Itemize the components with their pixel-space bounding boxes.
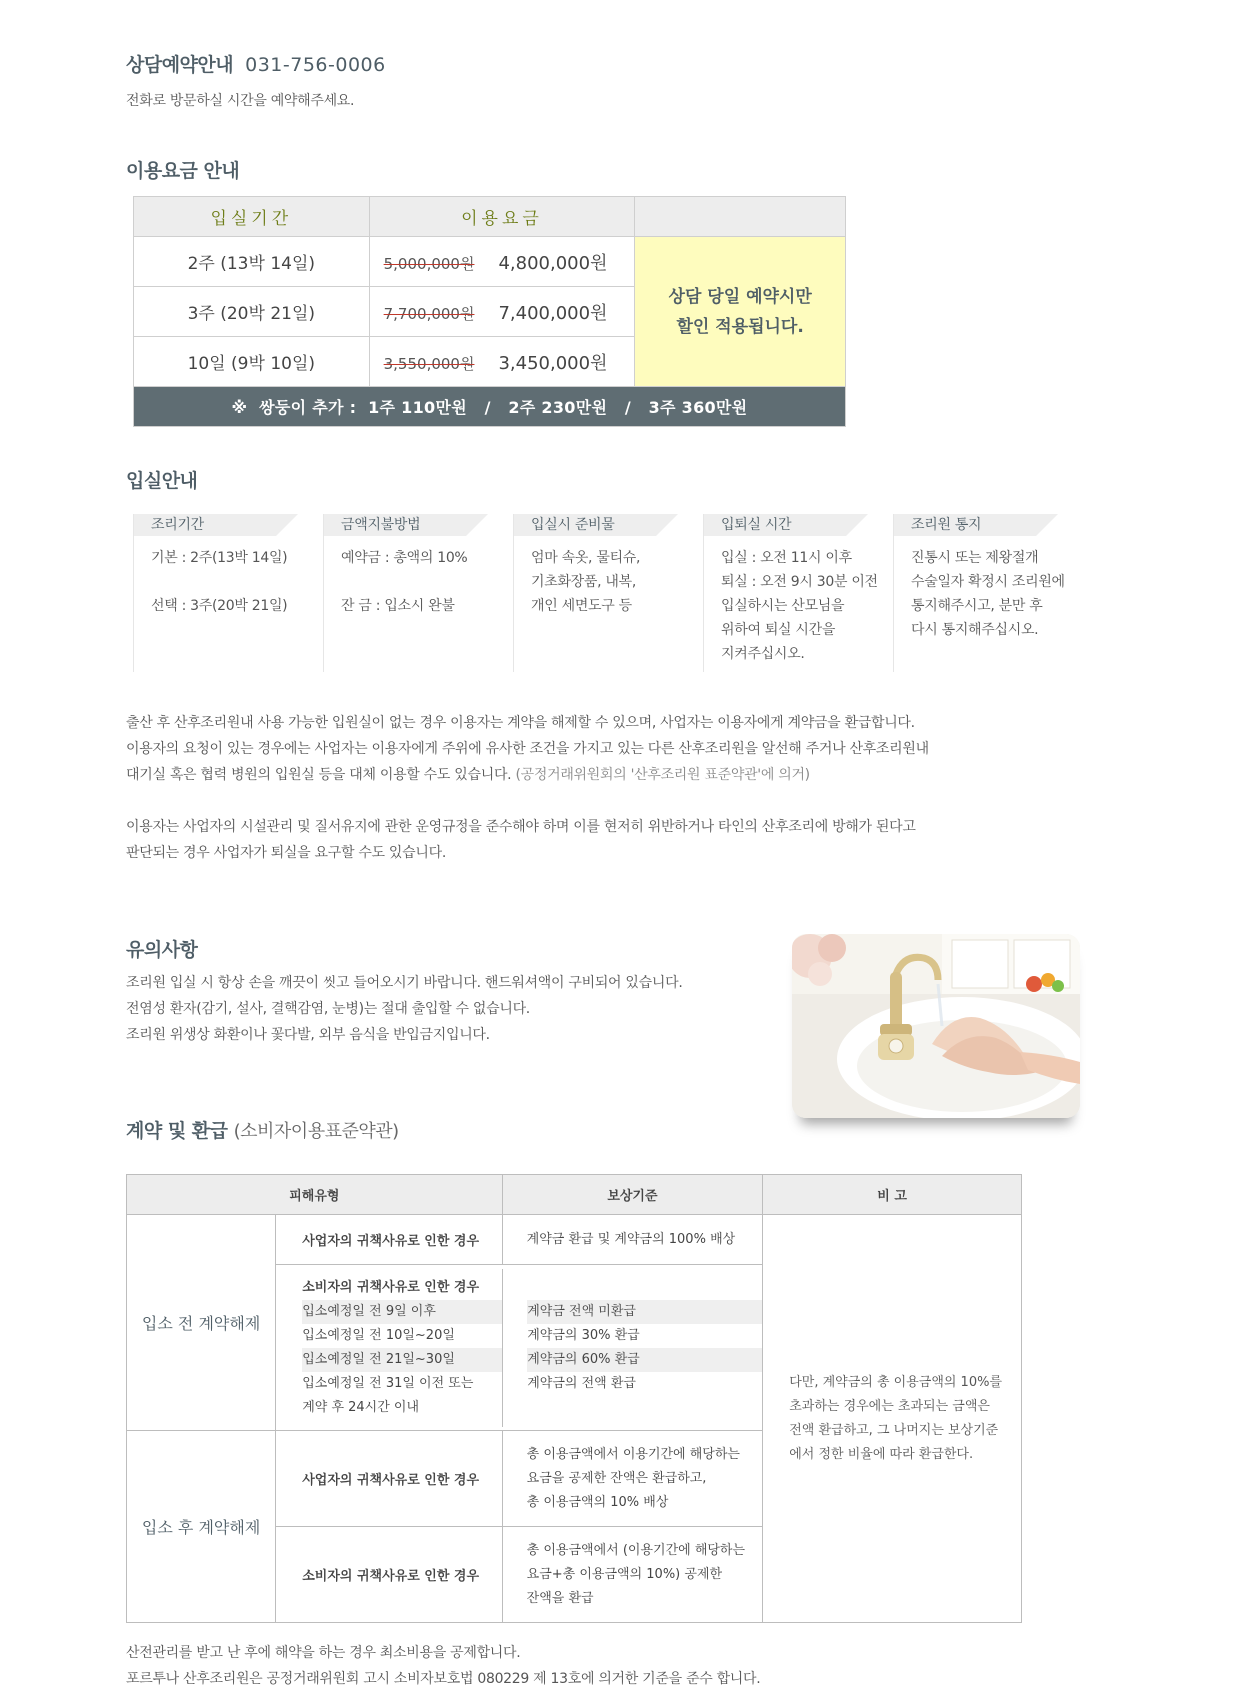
caution-item: 조리원 위생상 화환이나 꽃다발, 외부 음식을 반입금지입니다. [126,1027,490,1043]
entry-col-payment [323,514,513,672]
handwash-photo [792,934,1080,1118]
consult-title [126,50,386,77]
fee-header-period: 입실기간 [134,197,370,237]
entry-col-body: 입실 : 오전 11시 이후 퇴실 : 오전 9시 30분 이전 입실하시는 산모님을 위하여 퇴실 시간을 지켜주십시오. [721,550,878,662]
fee-period: 10일 (9박 10일) [134,337,370,387]
fee-table [133,196,846,427]
table-row [127,1215,1022,1265]
fee-old-price: 7,700,000원 [383,304,475,323]
entry-paragraph-2: 이용자는 사업자의 시설관리 및 질서유지에 관한 운영규정을 준수해야 하며 이를 현저히 위반하거나 타인의 산후조리에 방해가 된다고 판단되는 경우 사업자가 퇴실을 요구할 수도 있습니다. [126,819,916,861]
refund-case: 사업자의 귀책사유로 인한 경우 [276,1215,502,1265]
refund-case: 사업자의 귀책사유로 인한 경우 [276,1431,502,1527]
fee-new-price: 7,400,000원 [498,302,608,324]
refund-note: 다만, 계약금의 총 이용금액의 10%를 초과하는 경우에는 초과되는 금액은 전액 환급하고, 그 나머지는 보상기준 에서 정한 비율에 따라 환급한다. [763,1215,1022,1623]
entry-col-tag: 조리기간 [134,514,276,536]
consult-phone[interactable]: 031-756-0006 [245,54,386,76]
consult-desc: 전화로 방문하실 시간을 예약해주세요. [126,93,355,109]
refund-table [126,1174,1022,1623]
entry-col-supplies [513,514,703,672]
fee-price [369,337,635,387]
promo-line: 할인 적용됩니다. [676,316,804,337]
twin-note: ※ 쌍둥이 추가 : 1주 110만원 / 2주 230만원 / 3주 360만원 [134,387,846,427]
handwash-illustration [792,934,1080,1118]
refund-case-list: 소비자의 귀책사유로 인한 경우 입소예정일 전 9일 이후 입소예정일 전 10일~20일 입소예정일 전 21일~30일 입소예정일 전 31일 이전 또는 계약 후 24시간 이내 [276,1276,502,1420]
refund-consumer-before [276,1265,763,1431]
entry-col-body: 기본 : 2주(13박 14일) 선택 : 3주(20박 21일) [151,550,288,614]
refund-header-note: 비 고 [763,1175,1022,1215]
refund-std-list: 계약금 전액 미환급 계약금의 30% 환급 계약금의 60% 환급 계약금의 전액 환급 [502,1269,762,1427]
entry-col-body: 진통시 또는 제왕절개 수술일자 확정시 조리원에 통지해주시고, 분만 후 다시 통지해주십시오. [911,550,1065,638]
fee-header-note [635,197,846,237]
refund-standard: 계약금 환급 및 계약금의 100% 배상 [502,1215,763,1265]
fee-promo-note [635,237,846,387]
refund-subtitle: (소비자이용표준약관) [233,1121,399,1142]
fee-title: 이용요금 안내 [126,160,240,182]
refund-case: 소비자의 귀책사유로 인한 경우 [276,1527,502,1623]
refund-header-row [127,1175,1022,1215]
entry-paragraph-1: 출산 후 산후조리원내 사용 가능한 입원실이 없는 경우 이용자는 계약을 해제할 수 있으며, 사업자는 이용자에게 계약금을 환급합니다. 이용자의 요청이 있는 경우에는 사업자는 이용자에게 주위에 유사한 조건을 가지고 있는 다른 산후조리원을 알선해 주거나 산후조리원내 대기실 혹은 협력 병원의 입원실 등을 대체 이용할 수도 있습니다. (공정거래위원회의 '산후조리원 표준약관'에 의거) [126,715,929,783]
entry-col-notify [893,514,1083,672]
entry-columns [133,514,1083,672]
promo-line: 상담 당일 예약시만 [668,286,812,307]
caution-item: 조리원 입실 시 항상 손을 깨끗이 씻고 들어오시기 바랍니다. 핸드워셔액이 구비되어 있습니다. [126,975,683,991]
consult-title-text: 상담예약안내 [126,54,234,76]
fee-new-price: 4,800,000원 [498,252,608,274]
caution-list [126,970,786,1048]
fee-old-price: 5,000,000원 [383,254,475,273]
refund-group-after: 입소 후 계약해제 [127,1431,276,1623]
refund-group-before: 입소 전 계약해제 [127,1215,276,1431]
entry-col-period [133,514,323,672]
entry-title: 입실안내 [126,470,198,492]
fee-new-price: 3,450,000원 [498,352,608,374]
entry-col-tag: 금액지불방법 [324,514,466,536]
entry-col-tag: 조리원 통지 [894,514,1036,536]
entry-col-body: 엄마 속옷, 물티슈, 기초화장품, 내복, 개인 세면도구 등 [531,550,641,614]
entry-col-time [703,514,893,672]
refund-title: 계약 및 환급 (소비자이용표준약관) [126,1120,399,1142]
caution-title: 유의사항 [126,939,198,961]
fee-period: 3주 (20박 21일) [134,287,370,337]
fee-header-row [134,197,846,237]
refund-standard: 총 이용금액에서 (이용기간에 해당하는 요금+총 이용금액의 10%) 공제한 잔액을 환급 [502,1527,763,1623]
refund-standard: 총 이용금액에서 이용기간에 해당하는 요금을 공제한 잔액은 환급하고, 총 이용금액의 10% 배상 [502,1431,763,1527]
entry-col-tag: 입퇴실 시간 [704,514,846,536]
fee-twin-row [134,387,846,427]
refund-header-standard: 보상기준 [502,1175,763,1215]
fee-price [369,237,635,287]
fee-price [369,287,635,337]
entry-col-tag: 입실시 준비물 [514,514,656,536]
fee-row [134,237,846,287]
fee-period: 2주 (13박 14일) [134,237,370,287]
refund-header-type: 피해유형 [127,1175,503,1215]
caution-item: 전염성 환자(감기, 설사, 결핵감염, 눈병)는 절대 출입할 수 없습니다. [126,1001,530,1017]
fee-header-price: 이용요금 [369,197,635,237]
refund-footer: 산전관리를 받고 난 후에 해약을 하는 경우 최소비용을 공제합니다. 포르투나 산후조리원은 공정거래위원회 고시 소비자보호법 080229 제 13호에 의거한 기준을 준수 합니다. [126,1645,761,1687]
entry-col-body: 예약금 : 총액의 10% 잔 금 : 입소시 완불 [341,550,468,614]
fee-old-price: 3,550,000원 [383,354,475,373]
